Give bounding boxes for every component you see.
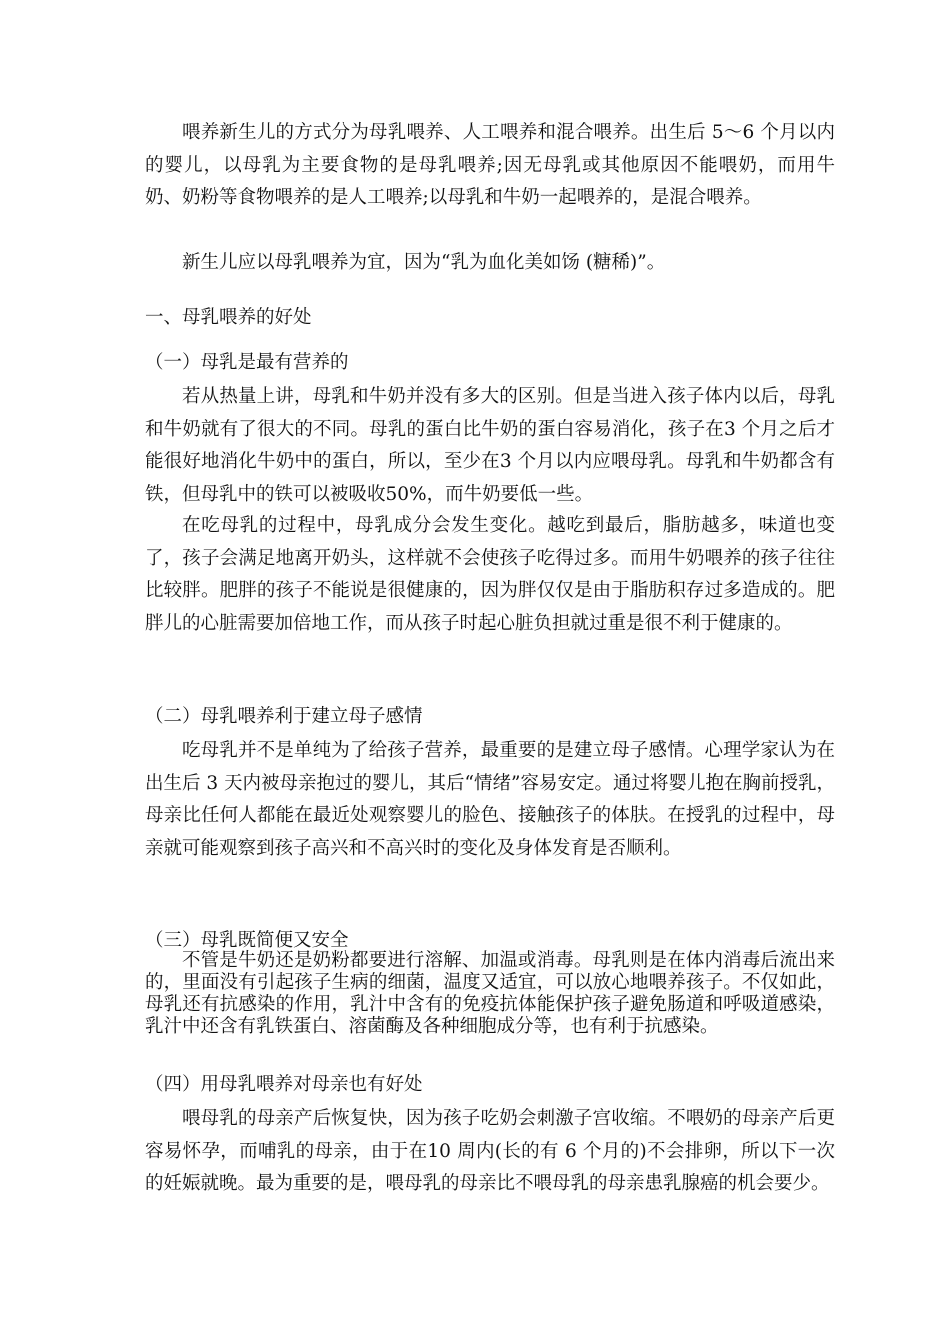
paragraph-emotional-bond: 吃母乳并不是单纯为了给孩子营养，最重要的是建立母子感情。心理学家认为在出生后 3 天内被母亲抱过的婴儿，其后“情绪”容易安定。通过将婴儿抱在胸前授乳，母亲比任何人都能在最近处观察婴儿的脸色、接触孩子的体肤。在授乳的过程中，母亲就可能观察到孩子高兴和不高兴时的变化及身体发育是否顺利。 — [145, 740, 835, 859]
section-heading-breastfeeding-benefits: 一、母乳喂养的好处 — [145, 307, 312, 328]
paragraph-nutrition-comparison: 若从热量上讲，母乳和牛奶并没有多大的区别。但是当进入孩子体内以后，母乳和牛奶就有了很大的不同。母乳的蛋白比牛奶的蛋白容易消化，孩子在3 个月之后才能很好地消化牛奶中的蛋白，所以，至少在3 个月以内应喂母乳。母乳和牛奶都含有铁，但母乳中的铁可以被吸收50%，而牛奶要低一些。 — [145, 386, 835, 505]
paragraph-safety-and-immunity: 不管是牛奶还是奶粉都要进行溶解、加温或消毒。母乳则是在体内消毒后流出来的，里面没有引起孩子生病的细菌，温度又适宜，可以放心地喂养孩子。不仅如此，母乳还有抗感染的作用，乳汁中含有的免疫抗体能保护孩子避免肠道和呼吸道感染，乳汁中还含有乳铁蛋白、溶菌酶及各种细胞成分等，也有利于抗感染。 — [145, 950, 835, 1037]
subsection-heading-mother-child-bond: （二）母乳喂养利于建立母子感情 — [145, 706, 423, 727]
subsection-heading-benefits-for-mother: （四）用母乳喂养对母亲也有好处 — [145, 1074, 423, 1095]
paragraph-maternal-benefits: 喂母乳的母亲产后恢复快，因为孩子吃奶会刺激子宫收缩。不喂奶的母亲产后更容易怀孕，而哺乳的母亲，由于在10 周内(长的有 6 个月的)不会排卵，所以下一次的妊娠就晚。最为重要的是，喂母乳的母亲比不喂母乳的母亲患乳腺癌的机会要少。 — [145, 1108, 835, 1194]
subsection-heading-simple-and-safe: （三）母乳既简便又安全 — [145, 930, 349, 951]
intro-paragraph-feeding-methods: 喂养新生儿的方式分为母乳喂养、人工喂养和混合喂养。出生后 5～6 个月以内的婴儿，以母乳为主要食物的是母乳喂养;因无母乳或其他原因不能喂奶，而用牛奶、奶粉等食物喂养的是人工喂养;以母乳和牛奶一起喂养的，是混合喂养。 — [145, 122, 835, 208]
subsection-heading-most-nutritious: （一）母乳是最有营养的 — [145, 352, 349, 373]
paragraph-milk-composition-change: 在吃母乳的过程中，母乳成分会发生变化。越吃到最后，脂肪越多，味道也变了，孩子会满足地离开奶头，这样就不会使孩子吃得过多。而用牛奶喂养的孩子往往比较胖。肥胖的孩子不能说是很健康的，因为胖仅仅是由于脂肪积存过多造成的。肥胖儿的心脏需要加倍地工作，而从孩子时起心脏负担就过重是很不利于健康的。 — [145, 515, 835, 634]
intro-paragraph-breastfeeding-preferred: 新生儿应以母乳喂养为宜，因为“乳为血化美如饧 (糖稀)”。 — [182, 252, 666, 273]
